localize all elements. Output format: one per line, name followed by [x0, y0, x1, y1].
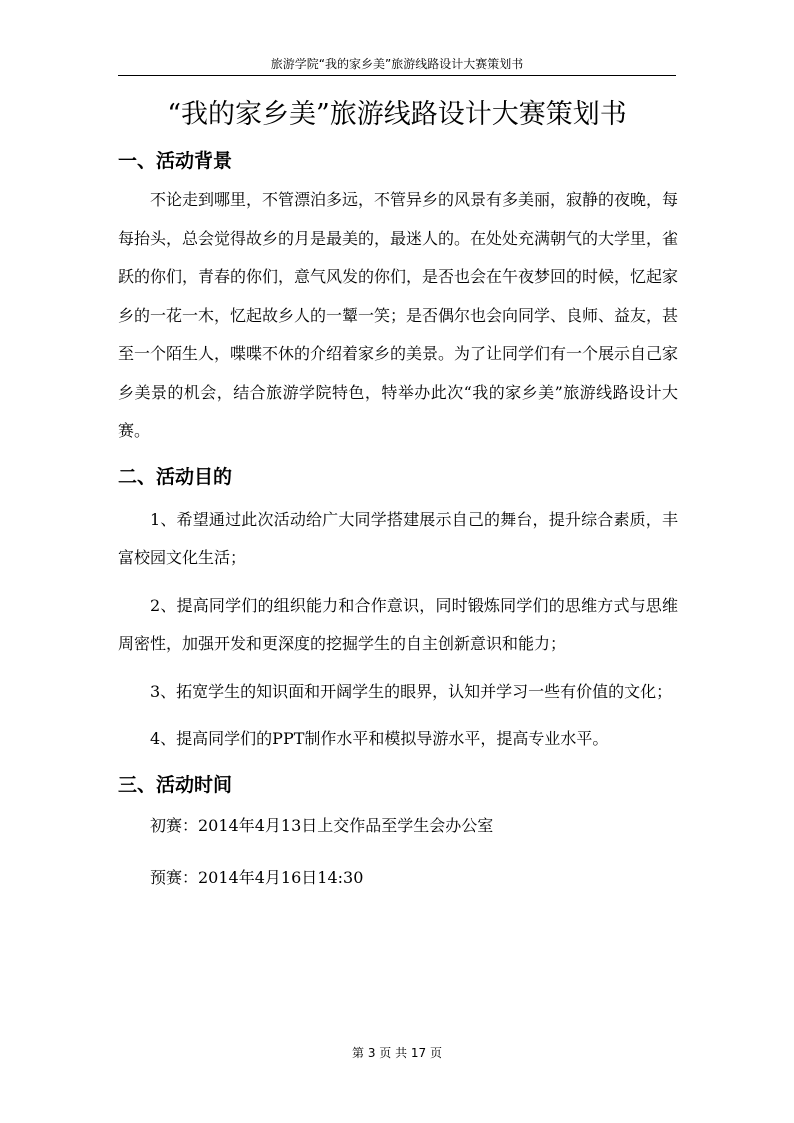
- time-item-semifinal: 预赛：2014年4月16日14:30: [150, 867, 364, 887]
- document-body: [118, 143, 678, 911]
- section-heading-purpose: 二、活动目的: [118, 465, 233, 488]
- section-heading-background: 一、活动背景: [118, 150, 233, 172]
- purpose-item-1: 1、希望通过此次活动给广大同学搭建展示自己的舞台，提升综合素质，丰富校园文化生活；: [118, 509, 678, 567]
- purpose-item-2: 2、提高同学们的组织能力和合作意识，同时锻炼同学们的思维方式与思维周密性，加强开发和更深度的挖掘学生的自主创新意识和能力；: [118, 595, 678, 653]
- time-item-preliminary: 初赛：2014年4月13日上交作品至学生会办公室: [150, 815, 494, 835]
- section-heading-time: 三、活动时间: [118, 773, 233, 796]
- document-title: “我的家乡美”旅游线路设计大赛策划书: [167, 99, 627, 130]
- header-divider: [118, 75, 676, 76]
- background-paragraph: 不论走到哪里，不管漂泊多远，不管异乡的风景有多美丽，寂静的夜晚，每每抬头，总会觉得故乡的月是最美的，最迷人的。在处处充满朝气的大学里，雀跃的你们，青春的你们，意气风发的你们，是否也会在午夜梦回的时候，忆起家乡的一花一木，忆起故乡人的一颦一笑；是否偶尔也会向同学、良师、益友，甚至一个陌生人，喋喋不休的介绍着家乡的美景。为了让同学们有一个展示自己家乡美景的机会，结合旅游学院特色，特举办此次“我的家乡美”旅游线路设计大赛。: [118, 190, 679, 440]
- purpose-item-4: 4、提高同学们的PPT制作水平和模拟导游水平，提高专业水平。: [150, 729, 609, 748]
- page-header: 旅游学院“我的家乡美”旅游线路设计大赛策划书: [270, 57, 524, 71]
- page-footer: 第 3 页 共 17 页: [352, 1046, 442, 1060]
- purpose-item-3: 3、拓宽学生的知识面和开阔学生的眼界，认知并学习一些有价值的文化；: [150, 681, 673, 701]
